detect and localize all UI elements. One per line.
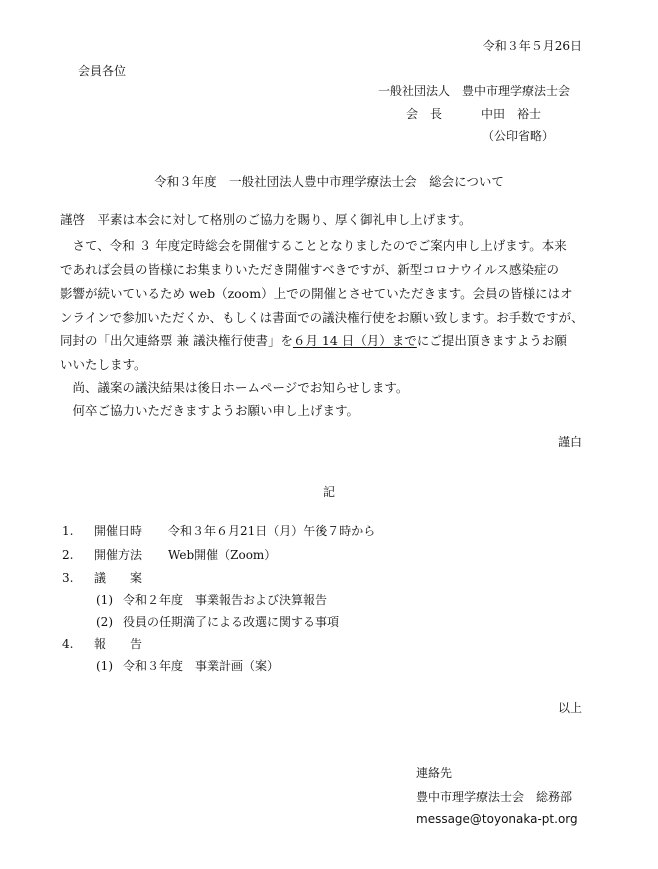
body-line-6-pre: 同封の「出欠連絡票 兼 議決権行使書」を — [60, 333, 293, 348]
ki-heading: 記 — [322, 485, 335, 499]
organization-name: 一般社団法人 豊中市理学療法士会 — [378, 84, 571, 98]
recipient: 会員各位 — [78, 64, 127, 78]
body-line-6-post: にご提出頂きますようお願 — [416, 333, 567, 348]
agenda-number: (1) — [96, 593, 113, 607]
item-value-datetime: 令和３年６月21日（月）午後７時から — [168, 524, 376, 538]
agenda-item: 役員の任期満了による改選に関する事項 — [123, 615, 340, 629]
contact-label: 連絡先 — [416, 766, 453, 780]
agenda-number: (2) — [96, 615, 113, 629]
body-line-9: 何卒ご協力いただきますようお願い申し上げます。 — [60, 403, 360, 418]
body-line-3: であれば会員の皆様にお集まりいただき開催すべきですが、新型コロナウイルス感染症の — [60, 262, 560, 277]
item-label-report: 報 告 — [94, 637, 143, 651]
body-line-4: 影響が続いているため web（zoom）上での開催とさせていただきます。会員の皆様にはオ — [60, 286, 573, 301]
body-line-5: ンラインで参加いただくか、もしくは書面での議決権行使をお願い致します。お手数ですが、 — [60, 310, 584, 325]
item-number: 2. — [62, 548, 74, 562]
report-item: 令和３年度 事業計画（案） — [123, 659, 280, 673]
body-line-7: いいたします。 — [60, 357, 147, 372]
body-line-6 — [60, 335, 567, 348]
submission-deadline: ６月 14 日（月）まで — [292, 333, 417, 348]
president-title: 会 長 — [406, 107, 443, 121]
item-number: 3. — [62, 571, 74, 585]
end-mark: 以上 — [557, 701, 582, 715]
item-label-method: 開催方法 — [94, 548, 143, 562]
report-number: (1) — [96, 659, 113, 673]
document-title: 令和３年度 一般社団法人豊中市理学療法士会 総会について — [154, 174, 504, 189]
agenda-item: 令和２年度 事業報告および決算報告 — [123, 593, 328, 607]
greeting-line: 謹啓 平素は本会に対して格別のご協力を賜り、厚く御礼申し上げます。 — [60, 212, 472, 227]
document-date: 令和３年５月26日 — [482, 39, 582, 53]
body-line-2: さて、令和 ３ 年度定時総会を開催することとなりましたのでご案内申し上げます。本来 — [60, 238, 567, 253]
president-name: 中田 裕士 — [481, 107, 542, 121]
body-line-8: 尚、議案の議決結果は後日ホームページでお知らせします。 — [60, 380, 409, 395]
closing-word: 謹白 — [557, 435, 582, 449]
item-label-agenda: 議 案 — [94, 571, 143, 585]
contact-email: message@toyonaka-pt.org — [416, 812, 578, 826]
item-label-datetime: 開催日時 — [94, 524, 143, 538]
seal-omitted-note: （公印省略） — [482, 129, 555, 143]
item-value-method: Web開催（Zoom） — [168, 548, 277, 562]
contact-department: 豊中市理学療法士会 総務部 — [416, 790, 573, 804]
item-number: 4. — [62, 637, 74, 651]
item-number: 1. — [62, 524, 74, 538]
